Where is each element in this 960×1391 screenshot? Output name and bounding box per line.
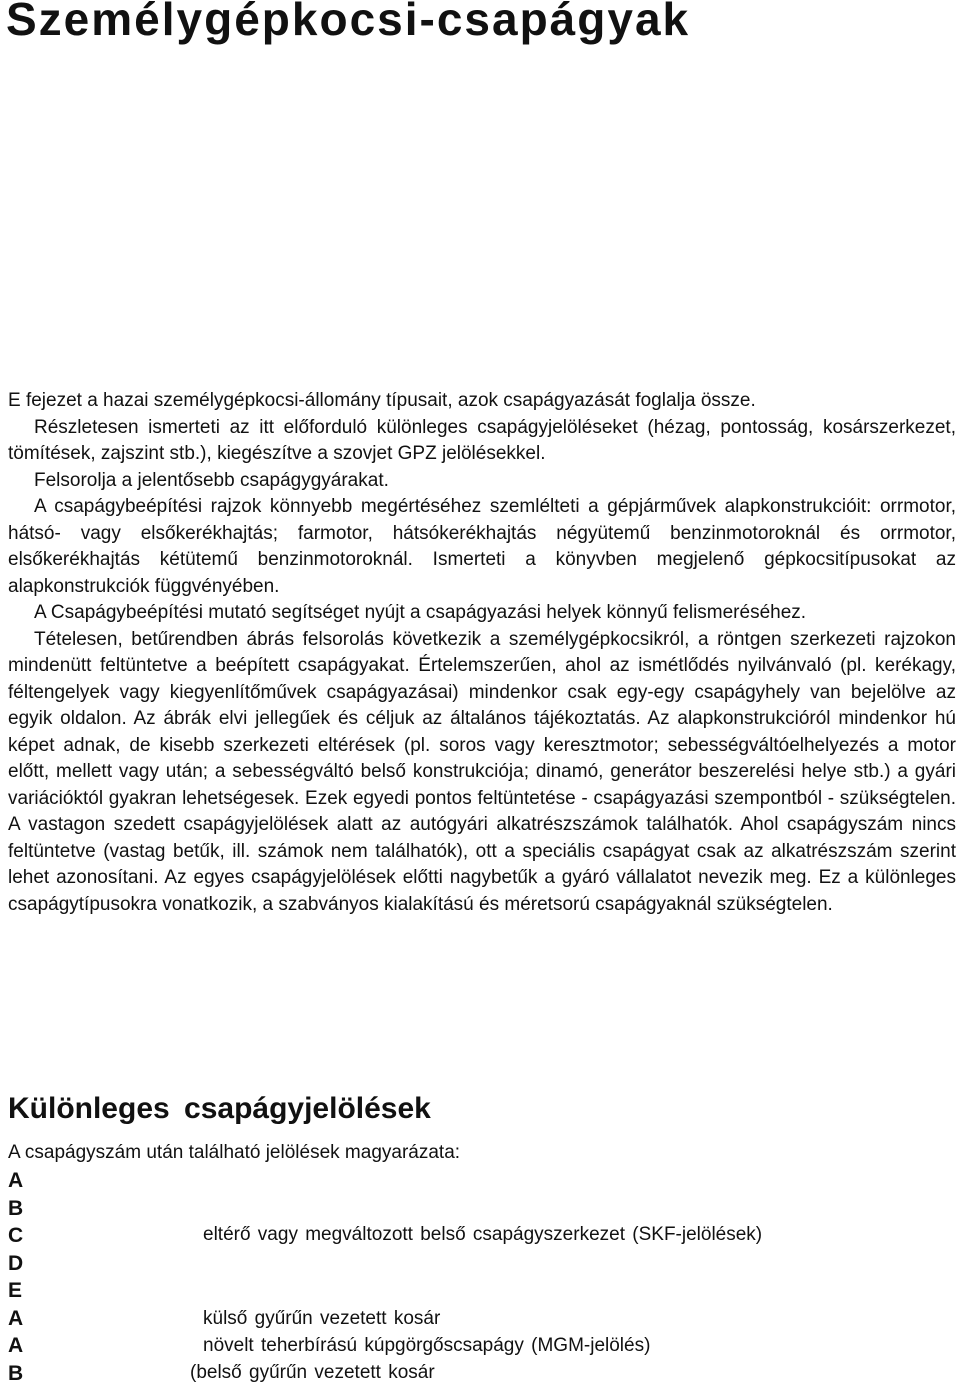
paragraph: E fejezet a hazai személygépkocsi-állomány típusait, azok csapágyazását foglalja össze.: [8, 390, 756, 411]
section-heading: Különleges csapágyjelölések: [8, 1092, 431, 1125]
code-description: növelt teherbírású kúpgörgőscsapágy (MGM-jelölés): [203, 1335, 651, 1356]
paragraph: A csapágybeépítési rajzok könnyebb megértéséhez szemlélteti a gépjárművek alapkonstrukcióit: orrmotor, hátsó- vagy elsőkerékhajtás; farmotor, hátsókerékhajtás négyütemű benzinmotoroknál és orrmotor, elsőkerékhajtás kétütemű benzinmotoroknál. Ismerteti a könyvben megjelenő gépkocsitípusokat az alapkonstrukciók függvényében.: [8, 496, 956, 597]
paragraph: Felsorolja a jelentősebb csapágygyárakat.: [34, 469, 389, 491]
letter-code: A: [8, 1169, 24, 1192]
code-description: külső gyűrűn vezetett kosár: [203, 1308, 441, 1329]
letter-code: B: [8, 1196, 24, 1220]
code-description: eltérő vagy megváltozott belső csapágyszerkezet (SKF-jelölések): [203, 1224, 763, 1245]
letter-code-list: [8, 1167, 23, 1387]
letter-code: B: [8, 1361, 24, 1385]
list-intro: A csapágyszám után található jelölések magyarázata:: [8, 1142, 461, 1163]
letter-code: E: [8, 1279, 23, 1302]
paragraph: Részletesen ismerteti az itt előforduló különleges csapágyjelöléseket (hézag, pontosság, kosárszerkezet, tömítések, zajszint stb.), kiegészítve a szovjet GPZ jelölésekkel.: [8, 416, 956, 464]
paragraph: Tételesen, betűrendben ábrás felsorolás következik a személygépkocsikról, a röntgen szerkezeti rajzokon mindenütt feltüntetve a beépített csapágyakat. Értelemszerűen, ahol az ismétlődés nyilvánvaló (pl. kerékagy, féltengelyek vagy kiegyenlítőművek csapágyazásai) mindenkor csak egy-egy csapágyhely van bejelölve az egyik oldalon. Az ábrák elvi jellegűek és céljuk az általános tájékoztatás. Az alapkonstrukcióról mindenkor hú képet adnak, de kisebb szerkezeti eltérések (pl. soros vagy keresztmotor; sebességváltóelhelyezés a motor előtt, mellett vagy után; a sebességváltó belső konstrukciója; dinamó, generátor beszerelési helye stb.) a gyári variációktól gyakran lehetségesek. Ezek egyedi pontos feltüntetése - csapágyazási szempontból - szükségtelen. A vastagon szedett csapágyjelölések alatt az autógyári alkatrészszámok találhatók. Ahol csapágyszám nincs feltüntetve (vastag betűk, ill. számok nem találhatók), ott a speciális csapágyat csak az alkatrészszám szerint lehet azonosítani. Az egyes csapágyjelölések előtti nagybetűk a gyáró vállalatot nevezik meg. Ez a különleges csapágytípusokra vonatkozik, a szabványos kialakítású és méretsorú csapágyaknál szükségtelen.: [8, 628, 956, 915]
intro-text: [8, 388, 956, 918]
letter-code: D: [8, 1251, 24, 1275]
letter-code: C: [8, 1224, 24, 1247]
page-title: Személygépkocsi-csapágyak: [6, 0, 691, 45]
code-description: (belső gyűrűn vezetett kosár: [190, 1362, 435, 1383]
letter-code: A: [8, 1334, 24, 1357]
paragraph: A Csapágybeépítési mutató segítséget nyújt a csapágyazási helyek könnyű felismeréséhez.: [34, 602, 807, 623]
letter-code: A: [8, 1306, 24, 1330]
